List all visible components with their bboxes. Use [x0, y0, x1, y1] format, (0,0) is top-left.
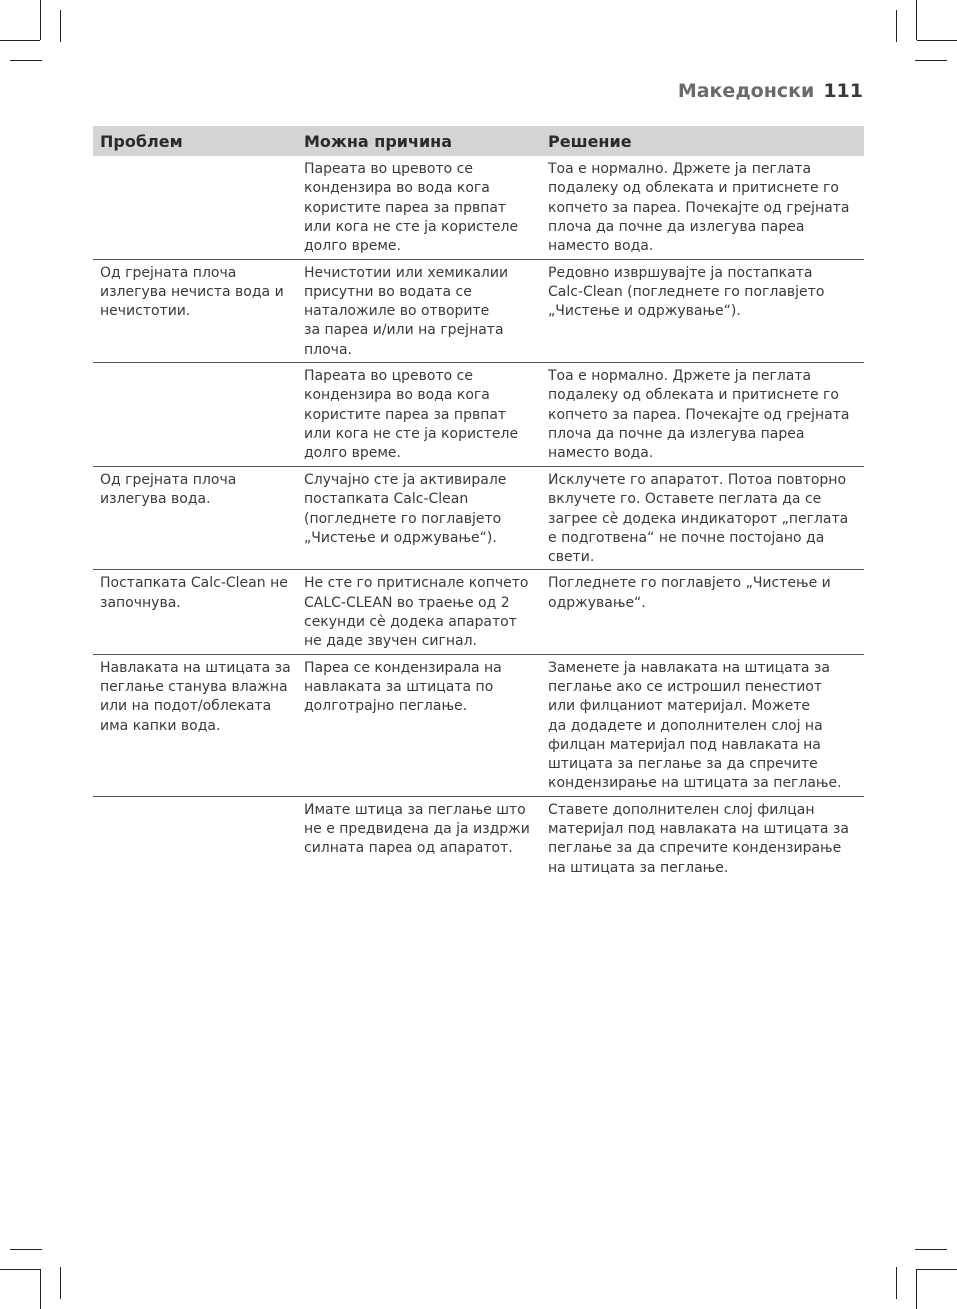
page-number: 111 [823, 80, 863, 102]
solution-cell: Заменете ја навлаката на штицата за пеглање ако се истрошил пенестиот или филцаниот материјал. Можете да додадете и дополнителен слој на филцан материјал под навлаката на штицата за пеглање за да спречите кондензирање на штицата за пеглање. [541, 654, 864, 796]
crop-mark [916, 0, 917, 40]
cause-cell: Нечистотии или хемикалии присутни во водата се наталожиле во отворите за пареа и/или на грејната плоча. [297, 259, 541, 362]
crop-mark [916, 1269, 917, 1309]
cause-cell: Пареа се кондензирала на навлаката за штицата по долготрајно пеглање. [297, 654, 541, 796]
crop-mark [896, 10, 897, 42]
crop-mark [917, 40, 957, 41]
solution-cell: Ставете дополнителен слој филцан материјал под навлаката на штицата за пеглање за да спречите кондензирање на штицата за пеглање. [548, 801, 849, 876]
solution-cell: Тоа е нормално. Држете ја пеглата подалеку од облеката и притиснете го копчето за пареа. Почекајте од грејната плоча да почне да излегува пареа наместо вода. [541, 156, 864, 259]
column-header-solution: Решение [541, 126, 864, 156]
crop-mark [60, 10, 61, 42]
crop-mark [915, 60, 947, 61]
cause-cell: Имате штица за пеглање што не е предвидена да ја издржи силната пареа од апаратот. [304, 801, 530, 857]
troubleshooting-table [93, 126, 864, 880]
problem-cell: Навлаката на штицата за пеглање станува влажна или на подот/облеката има капки вода. [93, 654, 297, 796]
cause-cell: Не сте го притиснале копчето CALC-CLEAN во траење од 2 секунди сè додека апаратот не даде звучен сигнал. [297, 570, 541, 654]
table-row [93, 466, 864, 569]
solution-cell: Погледнете го поглавјето „Чистење и одржување“. [541, 570, 864, 654]
cause-cell: Случајно сте ја активирале постапката Calc-Clean (погледнете го поглавјето „Чистење и одржување“). [297, 466, 541, 569]
crop-mark [60, 1267, 61, 1299]
problem-cell: Од грејната плоча излегува нечиста вода и нечистотии. [93, 259, 297, 362]
page-header [678, 80, 863, 102]
column-header-cause: Можна причина [297, 126, 541, 156]
problem-cell [93, 362, 297, 466]
problem-cell [93, 156, 297, 259]
problem-cell [93, 796, 297, 880]
problem-cell: Од грејната плоча излегува вода. [93, 466, 297, 569]
table-row [93, 654, 864, 796]
crop-mark [0, 1269, 40, 1270]
cause-cell: Пареата во цревото се кондензира во вода кога користите пареа за првпат или кога не сте ја користеле долго време. [297, 156, 541, 259]
crop-mark [40, 0, 41, 40]
table-row [93, 259, 864, 362]
table-row [93, 362, 864, 466]
problem-cell: Постапката Calc-Clean не започнува. [93, 570, 297, 654]
crop-mark [896, 1267, 897, 1299]
solution-cell: Тоа е нормално. Држете ја пеглата подалеку од облеката и притиснете го копчето за пареа. Почекајте од грејната плоча да почне да излегува пареа наместо вода. [541, 362, 864, 466]
table-header-row [93, 126, 864, 156]
solution-cell: Исклучете го апаратот. Потоа повторно вклучете го. Оставете пеглата да се загрее сè додека индикаторот „пеглата е подготвена“ не почне постојано да свети. [541, 466, 864, 569]
language-label: Македонски [677, 80, 815, 102]
crop-mark [10, 60, 42, 61]
cause-cell: Пареата во цревото се кондензира во вода кога користите пареа за првпат или кога не сте ја користеле долго време. [297, 362, 541, 466]
solution-cell: Редовно извршувајте ја постапката Calc-Clean (погледнете го поглавјето „Чистење и одржување“). [541, 259, 864, 362]
crop-mark [917, 1269, 957, 1270]
table-row [93, 570, 864, 654]
table-row [93, 156, 864, 259]
table-row [93, 796, 864, 880]
crop-mark [10, 1249, 42, 1250]
crop-mark [40, 1269, 41, 1309]
column-header-problem: Проблем [93, 126, 297, 156]
crop-mark [0, 40, 40, 41]
crop-mark [915, 1249, 947, 1250]
